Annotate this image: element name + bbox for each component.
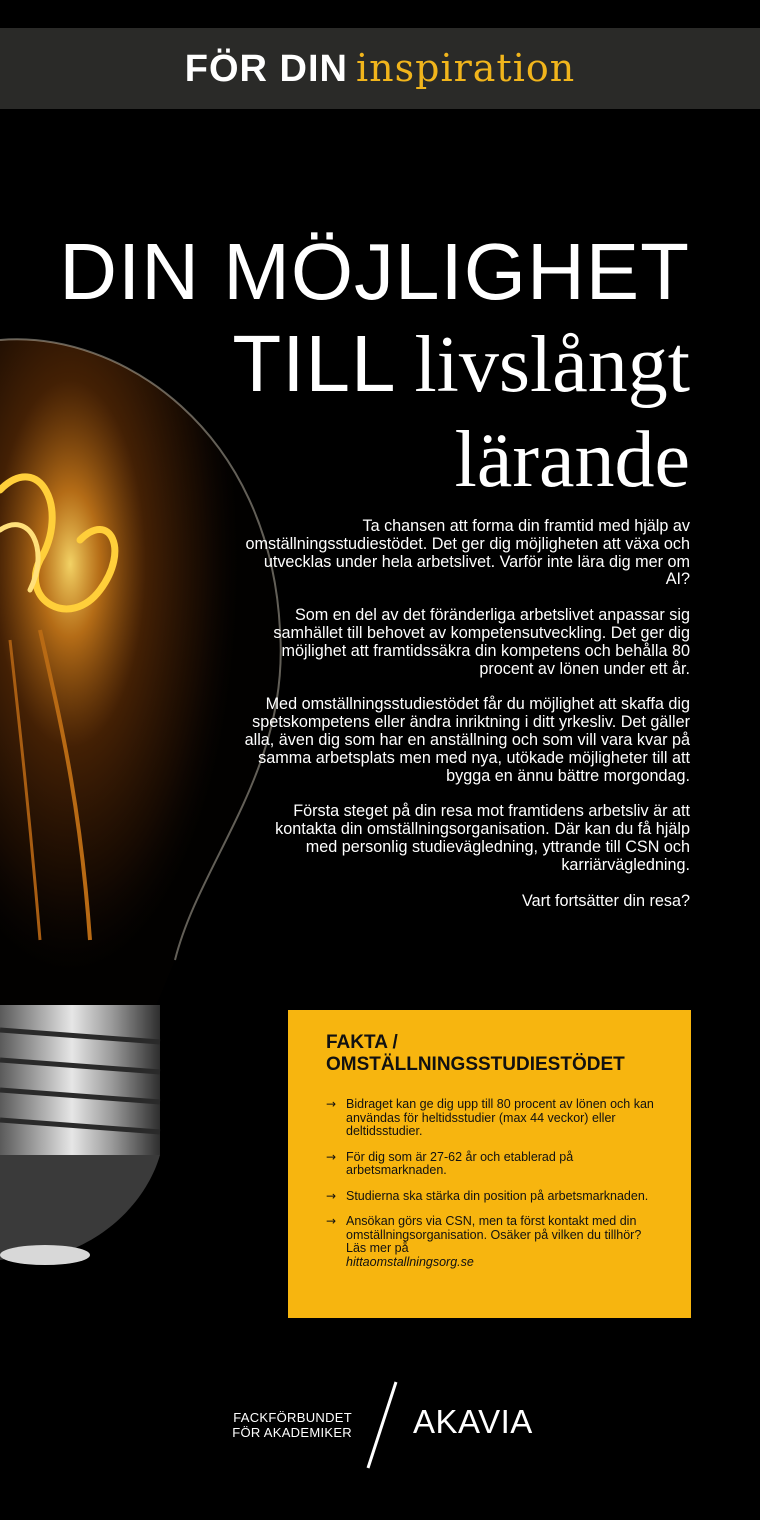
body-closing-question: Vart fortsätter din resa? [522,891,690,910]
headline-line-2-serif: livslångt [414,321,690,409]
arrow-right-icon: → [326,1214,337,1228]
body-paragraph: Första steget på din resa mot framtidens arbetsliv är att kontakta din omställningsorganisation. Där kan du få hjälp med personlig studievägledning, yttrande till CSN och karriärvägledning. [275,802,690,874]
top-band [0,0,760,28]
header-title-sans: FÖR DIN [184,48,348,90]
slash-divider-icon [362,1380,402,1470]
body-text [240,518,690,928]
footer-tagline [232,1410,352,1440]
body-paragraph: Med omställningsstudiestödet får du möjlighet att skaffa dig spetskompetens eller ändra inriktning i ditt yrkesliv. Det gäller alla, även dig som har en anställning och som vill vara kvar på samma arbetsplats men med nya, utökade möjligheter till att bygga en ännu bättre morgondag. [244,695,690,785]
akavia-logo: AKAVIA [413,1403,533,1440]
fact-list-item [326,1215,663,1269]
website-link[interactable]: hittaomstallningsorg.se [346,1254,474,1269]
headline-line-2-sans: TILL [232,319,397,408]
fact-item-text: Studierna ska stärka din position på arbetsmarknaden. [346,1188,649,1203]
headline-line-1: DIN MÖJLIGHET [59,227,690,316]
fact-list [326,1098,663,1269]
arrow-right-icon: → [326,1149,337,1164]
fact-box [288,1010,691,1318]
fact-item-text: Bidraget kan ge dig upp till 80 procent av lönen och kan användas för heltidsstudier (max 44 veckor) eller deltidsstudier. [346,1097,654,1138]
header-title [185,46,575,91]
headline-line-3: lärande [454,416,690,504]
fact-box-title [326,1032,663,1076]
fact-list-item [326,1190,663,1204]
fact-item-text: Ansökan görs via CSN, men ta först kontakt med din omställningsorganisation. Osäker på vilken du tillhör? Läs mer på [346,1214,642,1255]
footer [0,1375,760,1475]
fact-list-item [326,1151,663,1178]
header-title-serif: inspiration [356,46,576,90]
arrow-right-icon: → [326,1097,337,1111]
header-bar [0,28,760,109]
fact-box-title-line-1: FAKTA / [326,1032,398,1053]
fact-box-title-line-2: OMSTÄLLNINGSSTUDIESTÖDET [326,1054,625,1075]
footer-tagline-line-1: FACKFÖRBUNDET [233,1410,352,1425]
arrow-right-icon: → [326,1188,337,1203]
headline [59,227,690,504]
body-paragraph: Ta chansen att forma din framtid med hjälp av omställningsstudiestödet. Det ger dig möjligheten att växa och utvecklas under hela arbetslivet. Varför inte lära dig mer om AI? [245,517,690,589]
footer-tagline-line-2: FÖR AKADEMIKER [232,1425,352,1440]
headline-line-2 [59,319,690,420]
fact-item-text: För dig som är 27-62 år och etablerad på arbetsmarknaden. [346,1149,574,1177]
fact-item-text-with-link [346,1215,663,1269]
body-paragraph: Som en del av det föränderliga arbetslivet anpassar sig samhället till behovet av kompetensutveckling. Det ger dig möjlighet att framtidssäkra din kompetens och behålla 80 procent av lönen under ett år. [273,606,690,678]
fact-list-item [326,1098,663,1139]
